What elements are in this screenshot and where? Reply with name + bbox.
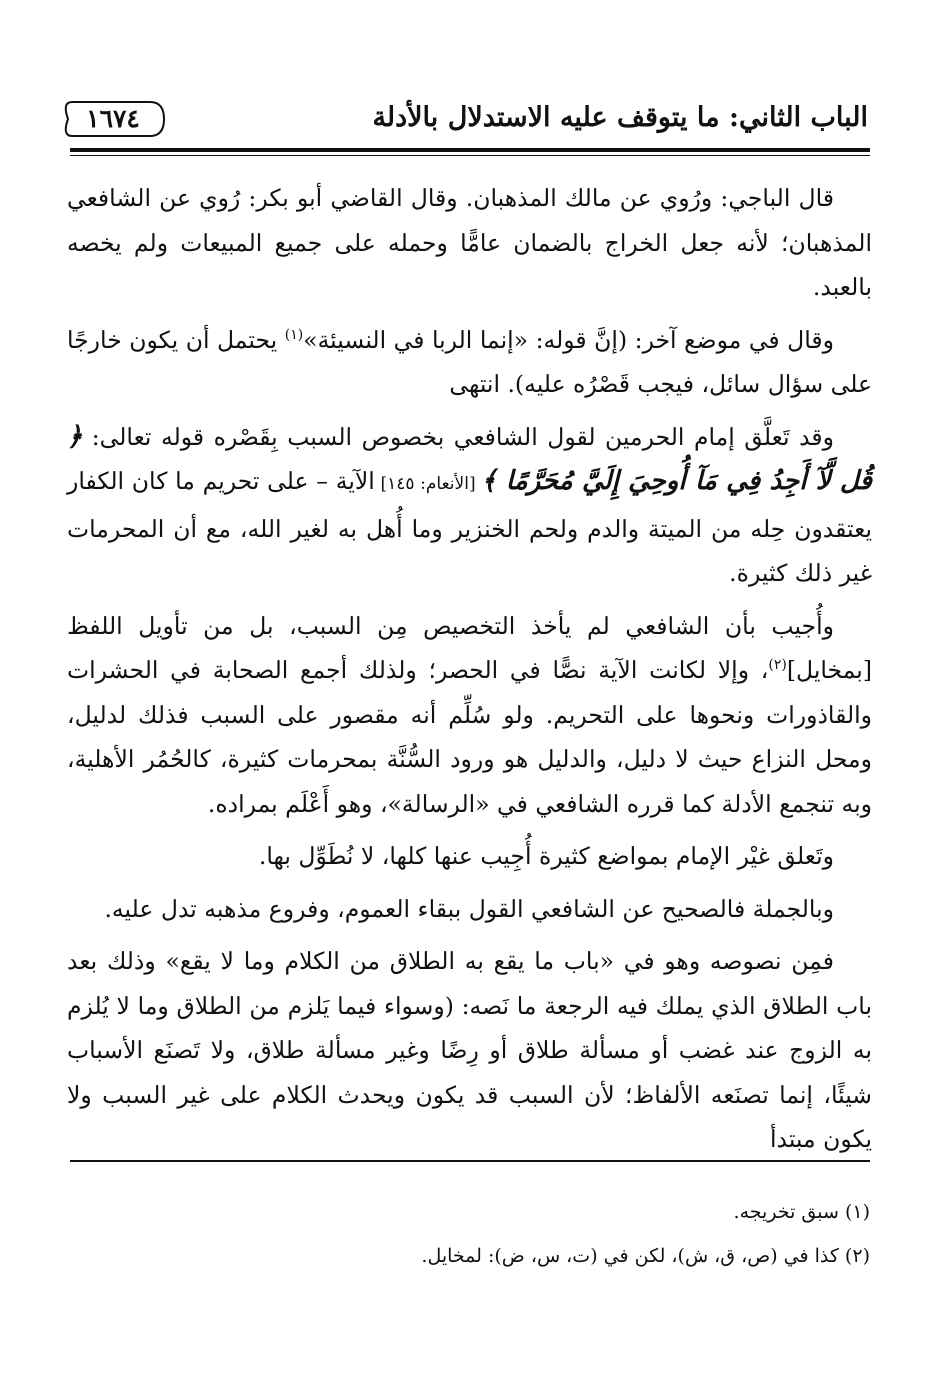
quran-verse: ﴿ قُل لَّآ أَجِدُ فِي مَآ أُوحِيَ إِلَيَّ مُحَرَّمًا ﴾ — [67, 421, 872, 496]
footnote-ref-2[interactable]: (٢) — [768, 657, 787, 674]
header-rule-thick — [70, 148, 870, 152]
footnotes — [70, 1190, 870, 1278]
footnote-2: (٢) كذا في (ص، ق، ش)، لكن في (ت، س، ض): لمخايل. — [421, 1245, 870, 1267]
main-text — [67, 176, 872, 1162]
paragraph-3 — [67, 415, 872, 596]
paragraph-4-text-a: وأُجيب بأن الشافعي لم يأخذ التخصيص مِن السبب، بل من تأويل اللفظ [بمخايل] — [67, 611, 872, 684]
page-number: ١٦٧٤ — [86, 104, 140, 133]
paragraph-4 — [67, 604, 872, 827]
paragraph-6: وبالجملة فالصحيح عن الشافعي القول ببقاء العموم، وفروع مذهبه تدل عليه. — [104, 894, 834, 923]
paragraph-1: قال الباجي: ورُوي عن مالك المذهبان. وقال القاضي أبو بكر: رُوي عن الشافعي المذهبان؛ لأنه جعل الخراج بالضمان عامًّا وحمله على جميع المبيعات ولم يخصه بالعبد. — [67, 184, 872, 301]
paragraph-2 — [67, 318, 872, 407]
page-header — [60, 96, 868, 146]
footnote-separator — [70, 1160, 870, 1162]
paragraph-7: فمِن نصوصه وهو في «باب ما يقع به الطلاق من الكلام وما لا يقع» وذلك بعد باب الطلاق الذي يملك فيه الرجعة ما نَصه: (وسواء فيما يَلزم من الطلاق وما لا يُلزم به الزوج عند غضب أو مسألة طلاق أو رِضًا وغير مسألة طلاق، ولا تَصنَع الأسباب شيئًا، إنما تصنَعه الألفاظ؛ لأن السبب قد يكون ويحدث الكلام على غير السبب ولا يكون مبتدأ — [67, 947, 872, 1153]
chapter-title: الباب الثاني: ما يتوقف عليه الاستدلال بالأدلة — [372, 102, 868, 133]
paragraph-3-text-b: الآية – على تحريم ما كان الكفار يعتقدون حِله من الميتة والدم ولحم الخنزير وما أُهل به لغير الله، مع أن المحرمات غير ذلك كثيرة. — [67, 467, 872, 587]
paragraph-2-text-b: يحتمل أن يكون خارجًا على سؤال سائل، فيجب قَصْرُه عليه). انتهى — [67, 325, 872, 398]
header-rule-thin — [70, 155, 870, 156]
footnote-1: (١) سبق تخريجه. — [733, 1201, 870, 1223]
paragraph-3-text-a: وقد تَعلَّق إمام الحرمين لقول الشافعي بخصوص السبب بِقَصْره قوله تعالى: — [82, 422, 834, 451]
footnote-ref-1[interactable]: (١) — [284, 326, 304, 343]
paragraph-2-text-a: وقال في موضع آخر: (إنَّ قوله: «إنما الربا في النسيئة» — [303, 325, 834, 354]
verse-reference: [الأنعام: ١٤٥] — [374, 474, 482, 494]
paragraph-4-text-b: ، وإلا لكانت الآية نصًّا في الحصر؛ ولذلك أجمع الصحابة في الحشرات والقاذورات ونحوها على التحريم. ولو سُلِّم أنه مقصور على السبب فذلك لدليل، ومحل النزاع حيث لا دليل، والدليل هو ورود السُّنَّة بمحرمات كثيرة، كالحُمُر الأهلية، وبه تنجمع الأدلة كما قرره الشافعي في «الرسالة»، وهو أَعْلَم بمراده. — [67, 656, 872, 818]
paragraph-5: وتَعلق غيْر الإمام بمواضع كثيرة أُجِيب عنها كلها، لا نُطَوِّل بها. — [258, 842, 834, 870]
page-number-badge — [60, 100, 166, 138]
